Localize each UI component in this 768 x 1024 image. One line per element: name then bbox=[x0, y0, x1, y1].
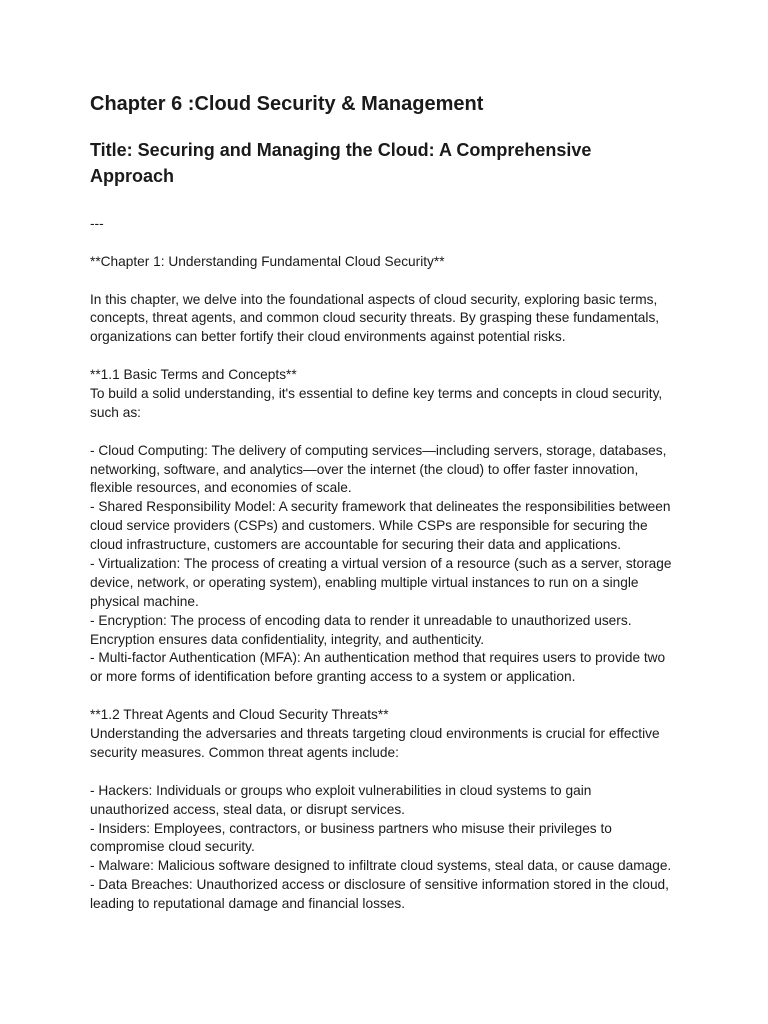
body-line: security measures. Common threat agents include: bbox=[90, 744, 399, 760]
body-line: - Virtualization: The process of creating a virtual version of a resource (such as a server, storage bbox=[90, 556, 672, 572]
body-line: cloud service providers (CSPs) and customers. While CSPs are responsible for securing the bbox=[90, 518, 648, 534]
body-line: leading to reputational damage and financial losses. bbox=[90, 896, 406, 912]
chapter-heading: Chapter 6 :Cloud Security & Management bbox=[90, 93, 484, 115]
body-line: organizations can better fortify their cloud environments against potential risks. bbox=[90, 329, 566, 345]
body-line: concepts, threat agents, and common cloud security threats. By grasping these fundamentals, bbox=[90, 310, 660, 326]
document-body bbox=[90, 215, 690, 914]
blank-line bbox=[90, 234, 690, 253]
body-line: such as: bbox=[90, 404, 141, 420]
blank-line bbox=[90, 687, 690, 706]
body-line: **1.1 Basic Terms and Concepts** bbox=[90, 367, 297, 383]
body-line: **Chapter 1: Understanding Fundamental Cloud Security** bbox=[90, 253, 445, 269]
body-line: - Malware: Malicious software designed to infiltrate cloud systems, steal data, or cause damage. bbox=[90, 858, 672, 874]
blank-line bbox=[90, 272, 690, 291]
body-line: In this chapter, we delve into the foundational aspects of cloud security, exploring basic terms, bbox=[90, 291, 658, 307]
body-line: To build a solid understanding, it's essential to define key terms and concepts in cloud security, bbox=[90, 386, 663, 402]
body-line: - Encryption: The process of encoding data to render it unreadable to unauthorized users. bbox=[90, 612, 632, 628]
body-line: networking, software, and analytics—over the internet (the cloud) to offer faster innovation, bbox=[90, 461, 639, 477]
body-line: - Cloud Computing: The delivery of computing services—including servers, storage, databases, bbox=[90, 442, 667, 458]
document-title-line: Approach bbox=[90, 166, 175, 186]
body-line: - Hackers: Individuals or groups who exploit vulnerabilities in cloud systems to gain bbox=[90, 782, 592, 798]
body-line: - Insiders: Employees, contractors, or business partners who misuse their privileges to bbox=[90, 820, 612, 836]
body-line: physical machine. bbox=[90, 593, 199, 609]
body-line: Encryption ensures data confidentiality, integrity, and authenticity. bbox=[90, 631, 485, 647]
body-line: cloud infrastructure, customers are accountable for securing their data and applications. bbox=[90, 537, 622, 553]
document-title-line: Title: Securing and Managing the Cloud: A Comprehensive bbox=[90, 140, 592, 160]
body-line: - Data Breaches: Unauthorized access or disclosure of sensitive information stored in the cloud, bbox=[90, 877, 669, 893]
body-line: - Multi-factor Authentication (MFA): An authentication method that requires users to provide two bbox=[90, 650, 666, 666]
body-line: flexible resources, and economies of scale. bbox=[90, 480, 352, 496]
body-line: compromise cloud security. bbox=[90, 839, 255, 855]
body-line: unauthorized access, steal data, or disrupt services. bbox=[90, 801, 405, 817]
body-line: device, network, or operating system), enabling multiple virtual instances to run on a single bbox=[90, 574, 639, 590]
blank-line bbox=[90, 423, 690, 442]
body-line: - Shared Responsibility Model: A security framework that delineates the responsibilities between bbox=[90, 499, 671, 515]
document-title bbox=[90, 137, 680, 189]
blank-line bbox=[90, 763, 690, 782]
body-line: **1.2 Threat Agents and Cloud Security Threats** bbox=[90, 707, 389, 723]
body-line: --- bbox=[90, 216, 104, 231]
body-line: or more forms of identification before granting access to a system or application. bbox=[90, 669, 576, 685]
blank-line bbox=[90, 347, 690, 366]
body-line: Understanding the adversaries and threats targeting cloud environments is crucial for effective bbox=[90, 726, 660, 742]
